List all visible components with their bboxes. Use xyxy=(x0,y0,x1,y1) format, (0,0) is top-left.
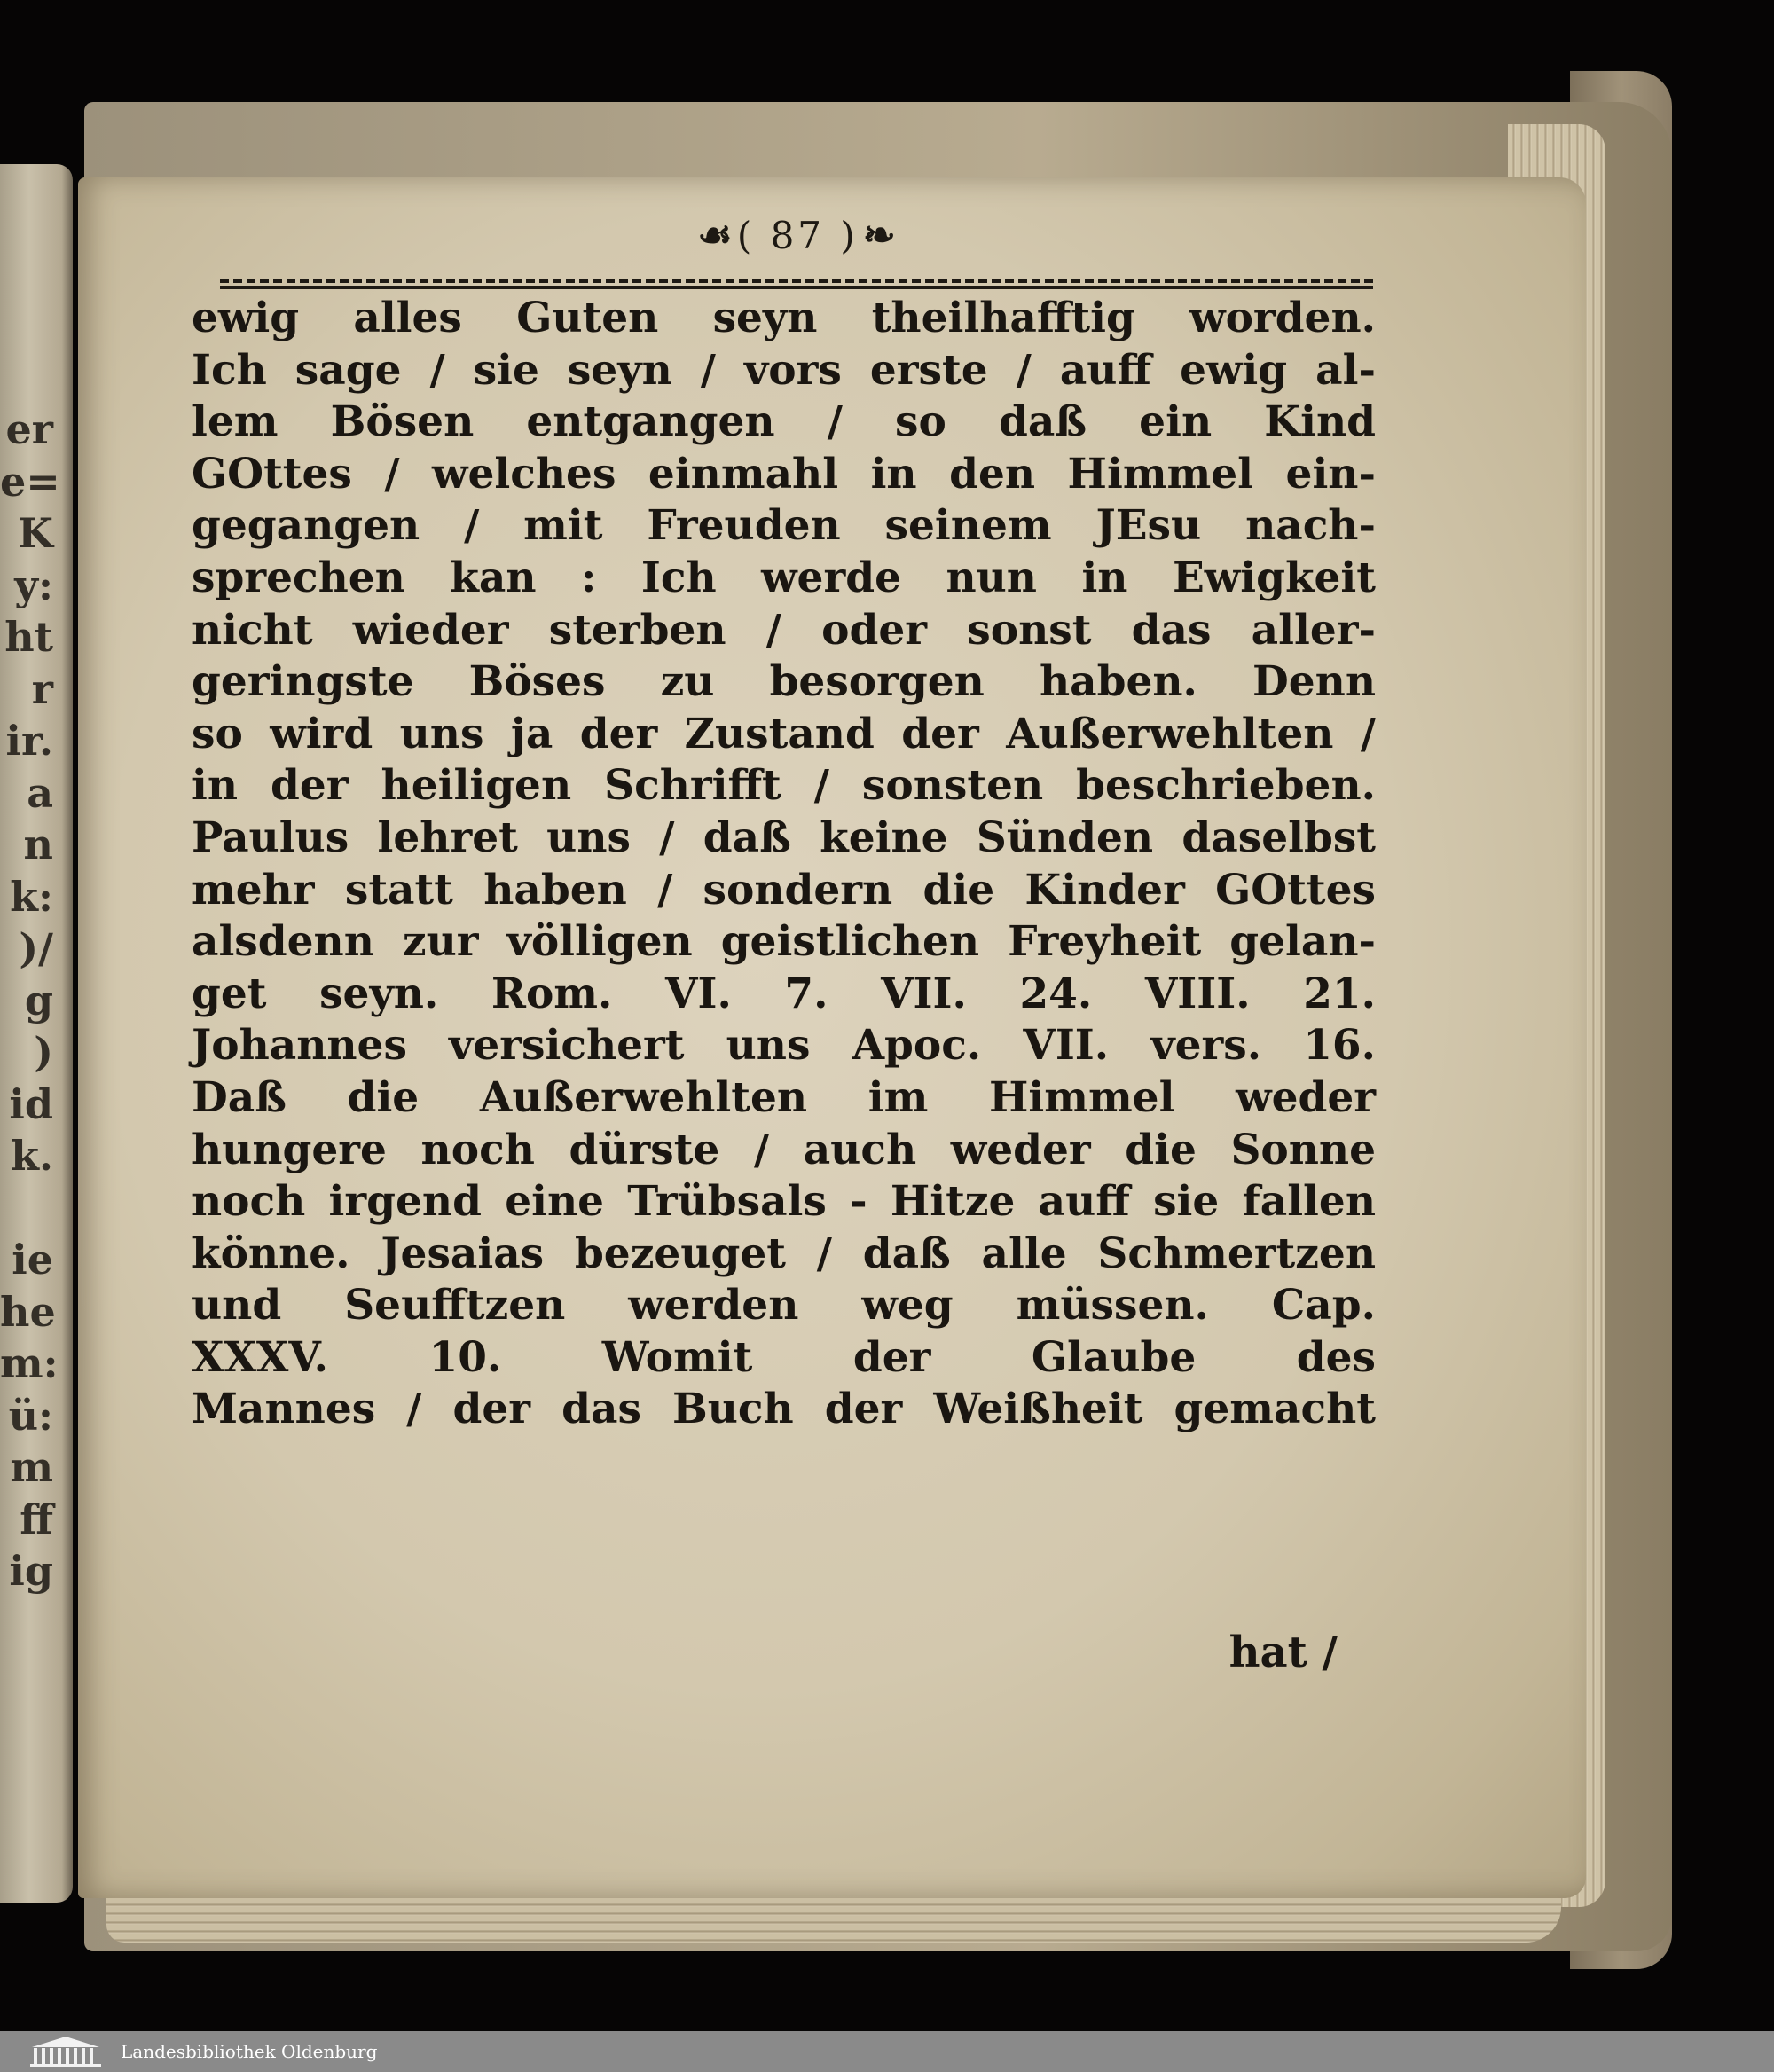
facing-page-fragment: ) xyxy=(34,1028,53,1076)
facing-page xyxy=(0,164,73,1903)
text-line: noch irgend eine Trübsals - Hitze auff sie fallen xyxy=(192,1177,1376,1227)
header-ornament-right: ❧ xyxy=(862,213,896,258)
facing-page-fragment: er xyxy=(5,405,53,453)
page-number: ( 87 ) xyxy=(736,214,859,257)
text-line: ewig alles Guten seyn theilhafftig worden. xyxy=(192,294,1376,342)
facing-page-fragment: r xyxy=(31,664,53,713)
body-text xyxy=(192,293,1376,1436)
text-line: Mannes / der das Buch der Weißheit gemacht xyxy=(192,1385,1376,1434)
facing-page-fragment: id xyxy=(9,1079,53,1128)
facing-page-fragment: ht xyxy=(4,613,53,661)
text-line: alsdenn zur völligen geistlichen Freyheit gelan- xyxy=(192,917,1376,967)
text-line: Daß die Außerwehlten im Himmel weder xyxy=(192,1072,1376,1122)
text-line: mehr statt haben / sondern die Kinder GOttes xyxy=(192,865,1376,914)
catchword: hat / xyxy=(1228,1628,1338,1677)
facing-page-fragment: g xyxy=(24,976,53,1024)
text-line: GOttes / welches einmahl in den Himmel ein- xyxy=(192,449,1376,498)
text-line: Paulus lehret uns / daß keine Sünden daselbst xyxy=(192,812,1376,862)
facing-page-fragment: he xyxy=(0,1287,56,1336)
text-line: XXXV. 10. Womit der Glaube des xyxy=(192,1332,1376,1382)
text-line: Ich sage / sie seyn / vors erste / auff ewig al- xyxy=(192,345,1376,395)
facing-page-fragment: ü: xyxy=(8,1391,53,1440)
header-rule xyxy=(220,277,1373,289)
facing-page-fragment: k. xyxy=(11,1132,53,1180)
text-line: gegangen / mit Freuden seinem JEsu nach- xyxy=(192,501,1376,551)
facing-page-fragment: m xyxy=(10,1443,53,1491)
facing-page-fragment: y: xyxy=(14,561,53,609)
facing-page-fragment: ir. xyxy=(5,717,53,765)
facing-page-fragment: ie xyxy=(12,1236,53,1283)
facing-page-fragment: a xyxy=(27,768,53,817)
text-line: lem Bösen entgangen / so daß ein Kind xyxy=(192,397,1376,447)
text-line: get seyn. Rom. VI. 7. VII. 24. VIII. 21. xyxy=(192,969,1376,1018)
footer-bar xyxy=(0,2031,1774,2072)
facing-page-fragment: k: xyxy=(10,872,53,921)
facing-page-fragment: )/ xyxy=(19,924,53,972)
text-line: in der heiligen Schrifft / sonsten beschrieben. xyxy=(192,761,1376,811)
text-line: sprechen kan : Ich werde nun in Ewigkeit xyxy=(192,553,1376,602)
library-building-icon xyxy=(25,2037,105,2067)
page-header xyxy=(220,213,1373,266)
text-line: hungere noch dürste / auch weder die Sonne xyxy=(192,1125,1376,1174)
text-line: so wird uns ja der Zustand der Außerwehlten / xyxy=(192,709,1376,758)
facing-page-fragment: ff xyxy=(20,1495,53,1543)
facing-page-fragment: e= xyxy=(0,457,60,506)
text-line: geringste Böses zu besorgen haben. Denn xyxy=(192,657,1376,707)
facing-page-text xyxy=(0,404,60,1597)
text-line: und Seufftzen werden weg müssen. Cap. xyxy=(192,1281,1376,1330)
facing-page-fragment: m: xyxy=(0,1339,59,1387)
book-page xyxy=(78,177,1586,1898)
text-line: könne. Jesaias bezeuget / daß alle Schmertzen xyxy=(192,1228,1376,1278)
facing-page-fragment: K xyxy=(18,509,53,557)
header-ornament-left: ☙ xyxy=(697,213,733,258)
library-name: Landesbibliothek Oldenburg xyxy=(121,2041,378,2062)
facing-page-fragment: ig xyxy=(9,1547,53,1595)
facing-page-fragment: n xyxy=(23,820,53,868)
text-line: nicht wieder sterben / oder sonst das aller- xyxy=(192,605,1376,655)
facing-page-fragment xyxy=(0,1182,53,1235)
text-line: Johannes versichert uns Apoc. VII. vers. 16. xyxy=(192,1021,1376,1071)
